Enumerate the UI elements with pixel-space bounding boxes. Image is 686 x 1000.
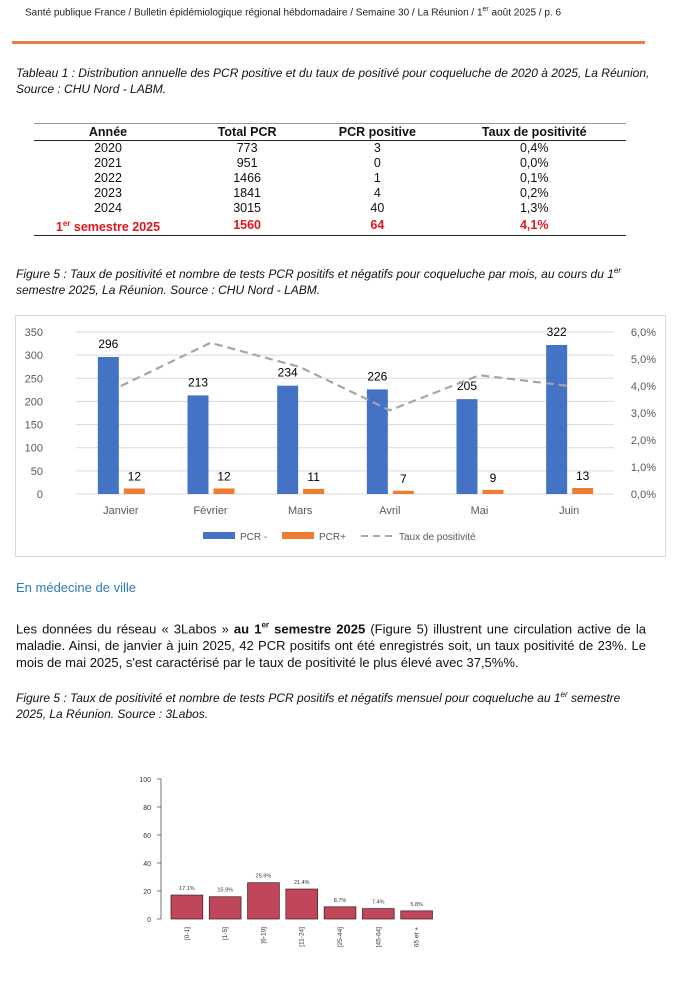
table-row: [34, 201, 626, 216]
bar-label-pcr-negative: 226: [367, 369, 388, 384]
year-prefix: 1: [55, 220, 63, 235]
age-bar: [324, 907, 356, 919]
table-row-highlight: [34, 216, 626, 236]
table-cell: 1466: [233, 171, 262, 185]
table-cell: 4,1%: [519, 218, 549, 233]
y-tick-label: 50: [30, 465, 43, 478]
legend-swatch-pcr-positive: [282, 532, 314, 539]
x-tick-label: [45-64]: [375, 927, 383, 948]
table-cell: 951: [236, 156, 258, 170]
table-cell: 2023: [94, 186, 122, 200]
x-tick-label: Avril: [379, 505, 401, 517]
table-cell: 1560: [233, 218, 262, 233]
table-cell: 0,4%: [519, 141, 549, 155]
legend-label-pcr-negative: PCR -: [240, 532, 268, 543]
col-header: Total PCR: [217, 125, 277, 139]
y2-tick-label: 5,0%: [630, 354, 656, 366]
table-cell: 40: [370, 201, 385, 215]
bar-label-pcr-positive: 12: [127, 469, 142, 484]
table-cell: 0: [373, 156, 381, 170]
table1-caption: Tableau 1 : Distribution annuelle des PCR positive et du taux de positivé pour coqueluche de 2020 à 2025, La Réunion, Source : CHU Nord - LABM.: [16, 66, 650, 96]
bar-pcr-positive: [393, 491, 414, 494]
figure5a-caption: [16, 263, 656, 298]
y-tick-label: 350: [24, 327, 43, 339]
year-sup: er: [62, 219, 71, 228]
monthly-pcr-chart: [15, 315, 666, 557]
bar-pcr-positive: [483, 490, 504, 494]
bar-label-pcr-positive: 12: [217, 469, 231, 484]
table-cell: 0,1%: [519, 171, 549, 185]
y-tick-label: 150: [24, 419, 43, 432]
bar-label-pcr-negative: 296: [98, 336, 119, 351]
body-paragraph: [16, 617, 646, 671]
table-row: [34, 141, 626, 157]
table-row: [34, 171, 626, 186]
y-tick-label: 60: [143, 833, 151, 840]
table-cell: 2024: [94, 201, 122, 215]
age-distribution-chart-svg: [120, 765, 440, 970]
year-suffix: semestre 2025: [70, 220, 161, 235]
legend-swatch-pcr-negative: [203, 532, 235, 539]
y-tick-label: 300: [24, 350, 43, 363]
bar-label-pcr-negative: 205: [456, 379, 478, 394]
table-row: [34, 156, 626, 171]
col-header: Année: [88, 125, 128, 139]
x-tick-label: [0-1]: [183, 927, 191, 941]
caption-text: Figure 5 : Taux de positivité et nombre de tests PCR positifs et négatifs mensuel pour coqueluche au 1: [16, 691, 561, 705]
age-bar: [286, 889, 318, 919]
caption-text-end: semestre 2025, La Réunion. Source : 3Labos.: [16, 691, 621, 721]
age-bar-label: 21.4%: [293, 880, 310, 887]
age-bar-label: 7.4%: [372, 899, 385, 906]
figure5b-caption: [16, 687, 648, 722]
x-tick-label: [11-24]: [298, 927, 306, 947]
table-cell: 773: [236, 141, 258, 155]
table-cell: [34, 216, 182, 236]
x-tick-label: [1-5]: [222, 927, 230, 941]
table-cell: 64: [370, 218, 385, 233]
section-title: En médecine de ville: [16, 580, 136, 595]
x-tick-label: Février: [193, 505, 228, 517]
age-distribution-chart: [120, 765, 440, 970]
col-header: PCR positive: [338, 125, 416, 139]
age-bar: [248, 883, 280, 919]
y2-tick-label: 1,0%: [630, 462, 656, 474]
age-bar: [401, 911, 433, 919]
age-bar: [209, 897, 241, 919]
x-tick-label: [6-10]: [260, 927, 268, 944]
para-bold-end: semestre 2025: [269, 621, 366, 637]
y-tick-label: 100: [139, 777, 151, 784]
header-text: Santé publique France / Bulletin épidémiologique régional hébdomadaire / Semaine 30 / La Réunion / 1: [25, 7, 483, 19]
caption-text-end: semestre 2025, La Réunion. Source : CHU Nord - LABM.: [16, 283, 321, 297]
para-text-end: (Figure 5) illustrent une circulation active de la maladie. Ainsi, de janvier à juin 2025, 42 PCR positifs ont été enregistrés soit, un taux positivité de 23%. Le mois de mai 2025, s'est caractérisé par le taux de positivité le plus élevé avec 37,5%%.: [16, 621, 646, 671]
bar-label-pcr-negative: 213: [187, 375, 209, 390]
table-cell: 0,2%: [519, 186, 549, 200]
caption-text: Figure 5 : Taux de positivité et nombre de tests PCR positifs et négatifs pour coqueluche par mois, au cours du 1: [16, 267, 614, 281]
bar-label-pcr-positive: 13: [575, 468, 590, 483]
table-cell: 2020: [94, 141, 122, 155]
table-cell: 3: [373, 141, 381, 155]
caption-sup: er: [560, 690, 568, 699]
bar-pcr-negative: [277, 386, 298, 494]
bar-pcr-negative: [188, 395, 209, 494]
y-tick-label: 80: [143, 805, 151, 812]
bar-pcr-negative: [457, 399, 478, 494]
header-divider: [12, 41, 645, 44]
x-tick-label: Juin: [559, 505, 580, 517]
bar-label-pcr-negative: 234: [277, 365, 298, 380]
x-tick-label: Mai: [470, 505, 489, 517]
para-sup: er: [261, 621, 269, 630]
bar-label-pcr-positive: 9: [489, 470, 497, 485]
bar-pcr-positive: [214, 488, 235, 494]
bar-pcr-positive: [124, 488, 145, 494]
table-cell: 1: [373, 171, 381, 185]
table1: [34, 123, 626, 236]
y-tick-label: 40: [143, 861, 151, 868]
legend-label-positivity-rate: Taux de positivité: [399, 532, 476, 543]
y2-tick-label: 6,0%: [630, 327, 656, 339]
age-bar-label: 17.1%: [179, 886, 195, 893]
table-cell: 1,3%: [519, 201, 549, 215]
y-tick-label: 100: [24, 442, 43, 455]
page-header: [25, 6, 561, 18]
x-tick-label: 65 et +: [413, 927, 421, 948]
y-tick-label: 200: [24, 396, 43, 409]
table-cell: 2021: [94, 156, 122, 170]
table-header-row: [34, 124, 626, 141]
table-cell: 3015: [233, 201, 262, 215]
y-tick-label: 0: [147, 917, 151, 924]
x-tick-label: [25-44]: [337, 927, 345, 948]
y-tick-label: 250: [24, 373, 43, 386]
x-tick-label: Janvier: [103, 505, 139, 517]
y2-tick-label: 0,0%: [630, 489, 656, 501]
bar-pcr-positive: [572, 488, 593, 494]
y-tick-label: 20: [143, 889, 151, 896]
age-bar-label: 5.8%: [410, 901, 423, 908]
header-text-end: août 2025 / p. 6: [488, 7, 562, 19]
legend-label-pcr-positive: PCR+: [319, 532, 346, 543]
para-bold: au 1: [233, 621, 262, 637]
bar-pcr-negative: [98, 357, 119, 494]
y2-tick-label: 4,0%: [630, 381, 656, 393]
header-sup: er: [482, 6, 489, 13]
para-text: Les données du réseau « 3Labos »: [16, 621, 234, 637]
age-bar: [171, 895, 203, 919]
y-tick-label: 0: [36, 489, 43, 501]
monthly-pcr-chart-svg: [16, 316, 665, 556]
age-bar: [362, 909, 394, 919]
age-bar-label: 15.9%: [217, 887, 233, 894]
bar-pcr-negative: [546, 345, 567, 494]
bar-label-pcr-negative: 322: [546, 324, 567, 339]
table-row: [34, 186, 626, 201]
table-cell: 0,0%: [519, 156, 549, 170]
x-tick-label: Mars: [287, 505, 313, 517]
age-bar-label: 25.9%: [255, 873, 272, 880]
y2-tick-label: 2,0%: [630, 435, 656, 447]
y2-tick-label: 3,0%: [630, 408, 656, 420]
caption-sup: er: [613, 266, 622, 275]
table-cell: 2022: [94, 171, 122, 185]
table-cell: 4: [373, 186, 381, 200]
bar-label-pcr-positive: 7: [399, 471, 407, 486]
col-header: Taux de positivité: [481, 125, 587, 139]
bar-label-pcr-positive: 11: [307, 469, 320, 484]
age-bar-label: 8.7%: [333, 897, 347, 904]
table-cell: 1841: [233, 186, 262, 200]
bar-pcr-positive: [303, 489, 324, 494]
